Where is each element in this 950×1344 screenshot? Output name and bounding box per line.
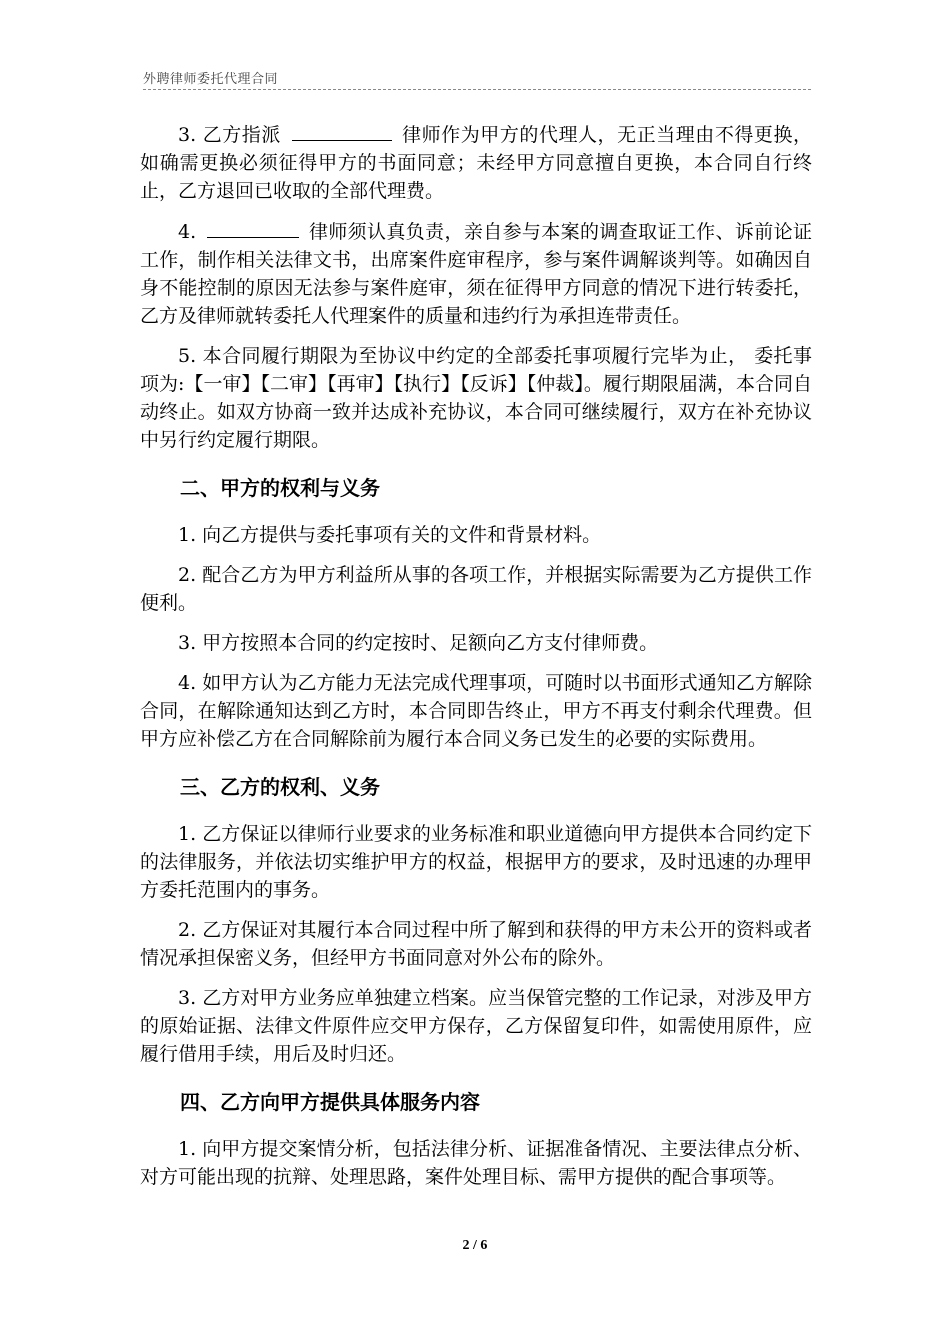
- clause-paragraph: 5. 本合同履行期限为至协议中约定的全部委托事项履行完毕为止， 委托事项为:【一审】【二审】【再审】【执行】【反诉】【仲裁】。履行期限届满，本合同自动终止。如双方协商一致并达成补充协议，本合同可继续履行，双方在补充协议中另行约定履行期限。: [140, 345, 812, 451]
- section-heading: 四、乙方向甲方提供具体服务内容: [180, 1090, 480, 1114]
- fill-in-blank: [207, 217, 299, 238]
- document-body: [140, 120, 812, 1203]
- clause-paragraph: 1. 向乙方提供与委托事项有关的文件和背景材料。: [178, 524, 602, 546]
- clause-paragraph: 1. 向甲方提交案情分析，包括法律分析、证据准备情况、主要法律点分析、对方可能出现的抗辩、处理思路，案件处理目标、需甲方提供的配合事项等。: [140, 1138, 812, 1188]
- clause-paragraph: [140, 120, 812, 205]
- clause-paragraph: 3. 甲方按照本合同的约定按时、足额向乙方支付律师费。: [178, 632, 659, 654]
- clause-text: 律师作为甲方的代理人，无正当理由不得更换，如确需更换必须征得甲方的书面同意；未经甲方同意擅自更换，本合同自行终止，乙方退回已收取的全部代理费。: [140, 124, 812, 202]
- section-heading: 二、甲方的权利与义务: [180, 476, 380, 500]
- clause-number: 3. 乙方指派: [178, 124, 281, 146]
- section-heading: 三、乙方的权利、义务: [180, 775, 380, 799]
- clause-paragraph: 4. 如甲方认为乙方能力无法完成代理事项，可随时以书面形式通知乙方解除合同，在解除通知达到乙方时，本合同即告终止，甲方不再支付剩余代理费。但甲方应补偿乙方在合同解除前为履行本合同义务已发生的必要的实际费用。: [140, 672, 812, 750]
- clause-paragraph: 2. 乙方保证对其履行本合同过程中所了解到和获得的甲方未公开的资料或者情况承担保密义务，但经甲方书面同意对外公布的除外。: [140, 919, 812, 969]
- page-number: 2 / 6: [462, 1238, 488, 1253]
- clause-number: 4.: [178, 221, 197, 243]
- clause-paragraph: 3. 乙方对甲方业务应单独建立档案。应当保管完整的工作记录，对涉及甲方的原始证据、法律文件原件应交甲方保存，乙方保留复印件，如需使用原件，应履行借用手续，用后及时归还。: [140, 987, 812, 1065]
- running-header: 外聘律师委托代理合同: [143, 72, 279, 87]
- clause-paragraph: 2. 配合乙方为甲方利益所从事的各项工作，并根据实际需要为乙方提供工作便利。: [140, 564, 812, 614]
- clause-paragraph: 1. 乙方保证以律师行业要求的业务标准和职业道德向甲方提供本合同约定下的法律服务，并依法切实维护甲方的权益，根据甲方的要求，及时迅速的办理甲方委托范围内的事务。: [140, 823, 812, 901]
- fill-in-blank: [292, 120, 392, 141]
- clause-text: 律师须认真负责，亲自参与本案的调查取证工作、诉前论证工作，制作相关法律文书，出席案件庭审程序，参与案件调解谈判等。如确因自身不能控制的原因无法参与案件庭审，须在征得甲方同意的情况下进行转委托，乙方及律师就转委托人代理案件的质量和违约行为承担连带责任。: [140, 221, 812, 327]
- header-divider: [143, 89, 811, 90]
- clause-paragraph: [140, 217, 812, 330]
